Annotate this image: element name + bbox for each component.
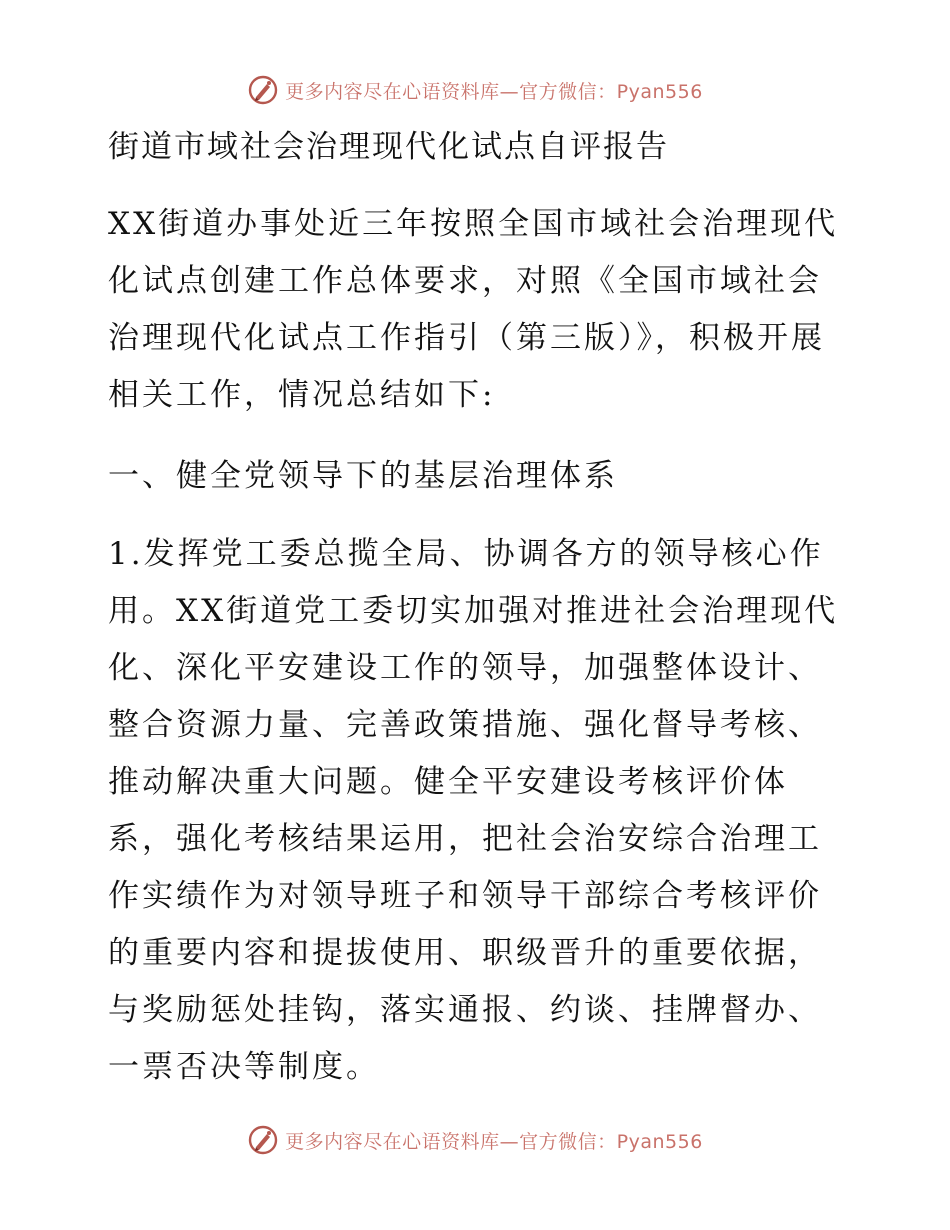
section-item-paragraph: 1.发挥党工委总揽全局、协调各方的领导核心作用。XX街道党工委切实加强对推进社会治理现代化、深化平安建设工作的领导，加强整体设计、整合资源力量、完善政策措施、强化督导考核、推动解决重大问题。健全平安建设考核评价体系，强化考核结果运用，把社会治安综合治理工作实绩作为对领导班子和领导干部综合考核评价的重要内容和提拔使用、职级晋升的重要依据，与奖励惩处挂钩，落实通报、约谈、挂牌督办、一票否决等制度。	[108, 536, 839, 1085]
footer-watermark	[0, 1120, 950, 1160]
pen-circle-logo-icon	[247, 1124, 279, 1156]
watermark-id: Pyan556	[616, 80, 703, 103]
watermark-text: 更多内容尽在心语资料库—官方微信：	[285, 1130, 617, 1153]
pen-circle-logo-icon	[247, 74, 279, 106]
watermark-text: 更多内容尽在心语资料库—官方微信：	[285, 80, 617, 103]
watermark-id: Pyan556	[616, 1130, 703, 1153]
section-heading: 一、健全党领导下的基层治理体系	[108, 458, 618, 494]
document-title: 街道市域社会治理现代化试点自评报告	[108, 129, 669, 165]
intro-paragraph: XX街道办事处近三年按照全国市域社会治理现代化试点创建工作总体要求，对照《全国市域社会治理现代化试点工作指引（第三版）》，积极开展相关工作，情况总结如下:	[108, 206, 839, 413]
document-body	[100, 122, 850, 1096]
header-watermark	[0, 70, 950, 110]
